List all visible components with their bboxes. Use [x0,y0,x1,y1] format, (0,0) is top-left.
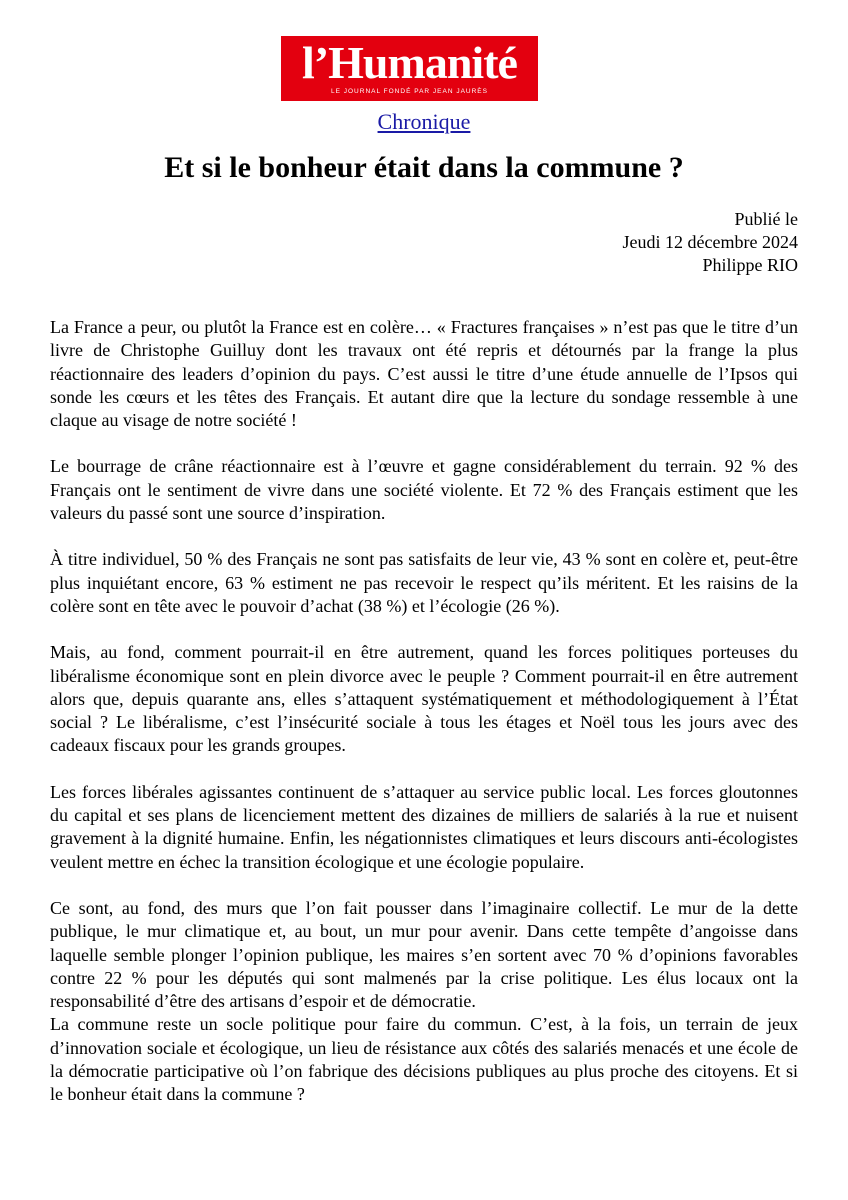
paragraph: Les forces libérales agissantes continuent de s’attaquer au service public local. Les forces gloutonnes du capital et ses plans de licenciement mettent des dizaines de milliers de salariés à la rue et nuisent gravement à la dignité humaine. Enfin, les négationnistes climatiques et leurs discours anti-écologistes veulent mettre en échec la transition écologique et une écologie populaire. [50,781,798,872]
author-name: Philippe RIO [702,255,798,275]
paragraph: La France a peur, ou plutôt la France est en colère… « Fractures françaises » n’est pas que le titre d’un livre de Christophe Guilluy dont les travaux ont été repris et détournés par la frange la plus réactionnaire des leaders d’opinion du pays. C’est aussi le titre d’une étude annuelle de l’Ipsos qui sonde les cœurs et les têtes des Français. Et autant dire que la lecture du sondage ressemble à une claque au visage de notre société ! [50,317,798,431]
logo-subtitle: LE JOURNAL FONDÉ PAR JEAN JAURÈS [331,88,488,95]
logo-title: l’Humanité [302,37,517,88]
published-label: Publié le [734,209,798,229]
article-meta [623,208,798,277]
publish-date: Jeudi 12 décembre 2024 [622,232,798,252]
article-title: Et si le bonheur était dans la commune ? [164,151,684,184]
paragraph: La commune reste un socle politique pour faire du commun. C’est, à la fois, un terrain de jeux d’innovation sociale et écologique, un lieu de résistance aux côtés des salariés menacés et une école de la démocratie participative où l’on fabrique des décisions publiques au plus proche des citoyens. Et si le bonheur était dans la commune ? [50,1014,798,1105]
paragraph: Mais, au fond, comment pourrait-il en être autrement, quand les forces politiques porteuses du libéralisme économique sont en plein divorce avec le peuple ? Comment pourrait-il en être autrement alors que, depuis quarante ans, elles s’attaquent systématiquement et méthodologiquement à l’État social ? Le libéralisme, c’est l’insécurité sociale à tous les étages et Noël tous les jours avec des cadeaux fiscaux pour les grands groupes. [50,642,798,756]
rubric [0,109,848,135]
rubric-link[interactable]: Chronique [377,109,471,134]
paragraph: Le bourrage de crâne réactionnaire est à l’œuvre et gagne considérablement du terrain. 92 % des Français ont le sentiment de vivre dans une société violente. Et 72 % des Français estiment que les valeurs du passé sont une source d’inspiration. [50,456,798,524]
article-body [50,316,798,1130]
newspaper-logo [281,36,538,101]
paragraph: À titre individuel, 50 % des Français ne sont pas satisfaits de leur vie, 43 % sont en colère et, peut-être plus inquiétant encore, 63 % estiment ne pas recevoir le respect qu’ils méritent. Et les raisins de la colère sont en tête avec le pouvoir d’achat (38 %) et l’écologie (26 %). [50,549,798,616]
paragraph: Ce sont, au fond, des murs que l’on fait pousser dans l’imaginaire collectif. Le mur de la dette publique, le mur climatique et, au bout, un mur pour avenir. Dans cette tempête d’angoisse dans laquelle semble plonger l’opinion publique, les maires s’en sortent avec 70 % d’opinions favorables contre 22 % pour les députés qui sont malmenés par la crise politique. Les élus locaux ont la responsabilité d’être des artisans d’espoir et de démocratie. [50,897,798,1012]
